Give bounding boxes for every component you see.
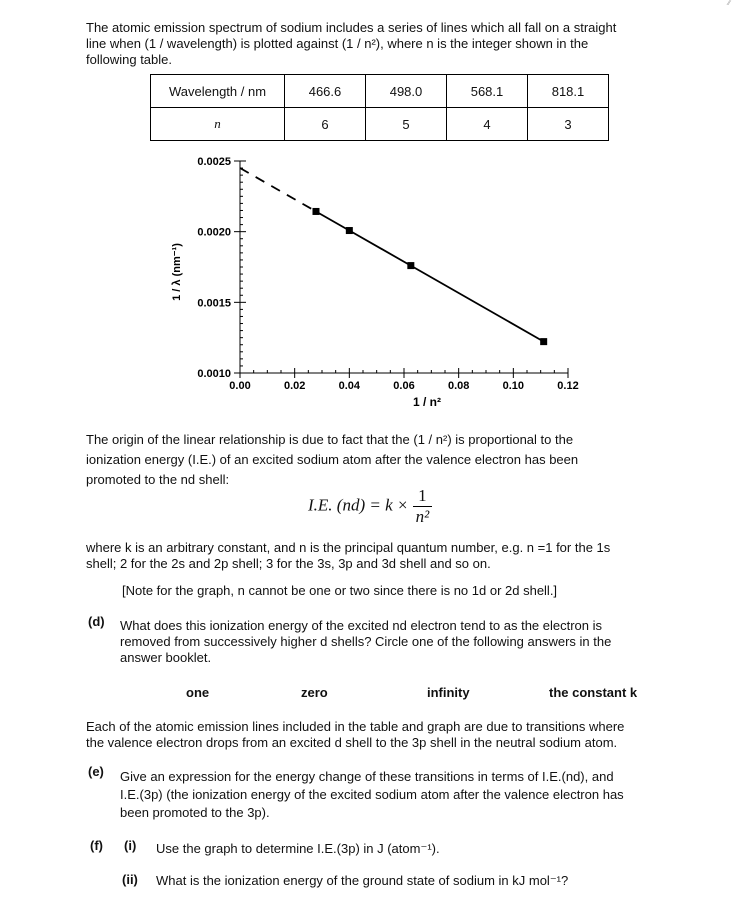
y-tick-label: 0.0020 [197, 226, 231, 239]
formula-fraction [413, 486, 433, 527]
origin-paragraph [86, 430, 578, 490]
table-cell: 6 [285, 108, 366, 141]
answer-option-one[interactable]: one [186, 685, 210, 700]
formula-denominator: n² [415, 507, 430, 526]
table-cell: 498.0 [366, 75, 447, 108]
table-header-wavelength: Wavelength / nm [151, 75, 285, 108]
transitions-line-1: Each of the atomic emission lines included in the table and graph are due to transitions where [86, 719, 625, 734]
x-axis-label: 1 / n² [412, 395, 442, 409]
part-f-ii-question: What is the ionization energy of the ground state of sodium in kJ mol⁻¹? [156, 873, 569, 888]
x-tick-label: 0.00 [229, 380, 251, 392]
part-d-line-2: removed from successively higher d shells? Circle one of the following answers in the [120, 634, 612, 649]
formula-lhs: I.E. (nd) = k × [308, 495, 409, 515]
x-tick-label: 0.12 [557, 380, 579, 392]
data-point [312, 208, 319, 215]
y-tick-label: 0.0025 [197, 156, 231, 168]
part-f-i-label: (i) [124, 838, 137, 853]
answer-option-infinity[interactable]: infinity [427, 685, 470, 700]
emission-chart [150, 150, 600, 410]
part-e-line-3: been promoted to the 3p). [120, 805, 270, 820]
part-e-question [120, 768, 624, 822]
origin-line-1: The origin of the linear relationship is due to fact that the (1 / n²) is proportional to the [86, 432, 574, 447]
part-d-line-3: answer booklet. [120, 650, 212, 665]
ionization-formula [308, 486, 432, 527]
part-e-label: (e) [88, 764, 104, 779]
table-cell: 818.1 [528, 75, 609, 108]
table-cell: 4 [447, 108, 528, 141]
y-tick-label: 0.0015 [197, 297, 231, 310]
origin-line-3: promoted to the nd shell: [86, 472, 230, 487]
origin-line-2: ionization energy (I.E.) of an excited sodium atom after the valence electron has been [86, 452, 579, 467]
x-tick-label: 0.04 [338, 380, 361, 392]
answer-option-constant-k[interactable]: the constant k [549, 685, 638, 700]
part-d-label: (d) [88, 614, 105, 629]
transitions-paragraph [86, 719, 624, 751]
where-paragraph [86, 540, 610, 572]
part-e-line-1: Give an expression for the energy change of these transitions in terms of I.E.(nd), and [120, 769, 614, 784]
part-f-i-question: Use the graph to determine I.E.(3p) in J (atom⁻¹). [156, 841, 440, 856]
table-row [151, 75, 609, 108]
intro-line-2: line when (1 / wavelength) is plotted against (1 / n²), where n is the integer shown in the [86, 36, 589, 51]
intro-paragraph [86, 20, 616, 68]
formula-numerator: 1 [413, 486, 433, 507]
graph-note: [Note for the graph, n cannot be one or two since there is no 1d or 2d shell.] [122, 583, 558, 598]
part-f-label: (f) [90, 838, 103, 853]
part-e-line-2: I.E.(3p) (the ionization energy of the excited sodium atom after the valence electron has [120, 787, 624, 802]
intro-line-1: The atomic emission spectrum of sodium includes a series of lines which all fall on a straight [86, 20, 617, 35]
table-header-n: n [151, 108, 285, 141]
table-cell: 466.6 [285, 75, 366, 108]
where-line-1: where k is an arbitrary constant, and n is the principal quantum number, e.g. n =1 for the 1s [86, 540, 611, 555]
table-cell: 5 [366, 108, 447, 141]
part-f-ii-label: (ii) [122, 872, 138, 887]
corner-watermark: ∕∕ [728, 0, 731, 7]
x-tick-label: 0.02 [283, 380, 306, 392]
table-row [151, 108, 609, 141]
answer-option-zero[interactable]: zero [301, 685, 328, 700]
part-d-question [120, 618, 611, 666]
table-cell: 3 [528, 108, 609, 141]
y-tick-label: 0.0010 [197, 368, 231, 380]
data-point [407, 262, 414, 269]
data-point [540, 338, 547, 345]
part-d-line-1: What does this ionization energy of the excited nd electron tend to as the electron is [120, 618, 603, 633]
table-cell: 568.1 [447, 75, 528, 108]
data-point [346, 227, 353, 234]
extrapolation-line [240, 168, 316, 211]
where-line-2: shell; 2 for the 2s and 2p shell; 3 for the 3s, 3p and 3d shell and so on. [86, 556, 491, 571]
transitions-line-2: the valence electron drops from an excited d shell to the 3p shell in the neutral sodium atom. [86, 735, 618, 750]
intro-line-3: following table. [86, 52, 172, 67]
x-tick-label: 0.06 [393, 380, 415, 392]
x-tick-label: 0.10 [502, 380, 525, 392]
wavelength-table [150, 74, 609, 141]
y-axis-label: 1 / λ (nm⁻¹) [171, 243, 183, 301]
x-tick-label: 0.08 [447, 380, 470, 392]
